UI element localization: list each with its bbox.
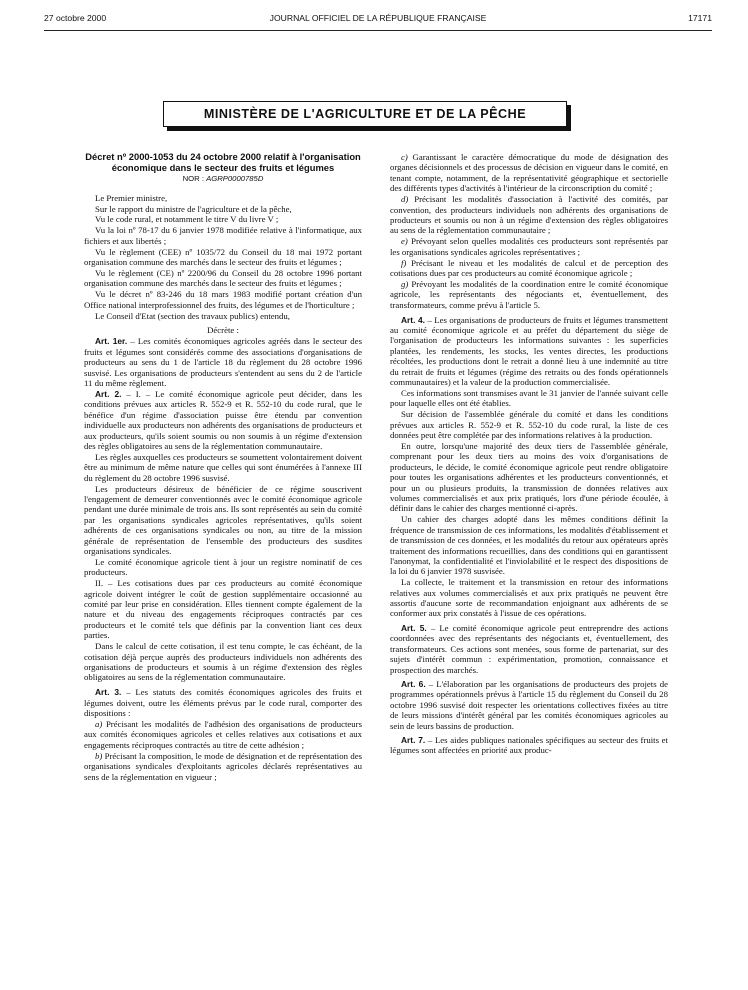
visa-paragraph: Sur le rapport du ministre de l'agriculture et de la pêche, — [95, 203, 292, 214]
article-item — [390, 194, 668, 236]
right-body — [390, 388, 668, 619]
article-label: Art. 4. — [401, 314, 425, 325]
visa-paragraph: Vu le décret nº 83-246 du 18 mars 1983 modifié portant création d'un Office national interprofessionnel des fruits, des légumes et de l'horticulture ; — [84, 289, 362, 310]
body-paragraph: Le comité économique agricole tient à jour un registre nominatif de ces producteurs. — [84, 556, 362, 578]
nor-label: NOR : — [182, 174, 204, 184]
article-item — [390, 279, 668, 310]
visa-paragraph: Vu le code rural, et notamment le titre V du livre V ; — [95, 214, 279, 225]
item-text: Garantissant le caractère démocratique du mode de désignation des organes décisionnels et des processus de décision en vigueur dans le comité, en tenant compte, notamment, de la représentativité géographique et sectorielle des différents types d'activités à l'intérieur de la circonscription du comité ; — [390, 152, 668, 194]
left-articles — [84, 336, 362, 451]
item-text: Prévoyant selon quelles modalités ces producteurs sont représentés par les organisations syndicales agricoles représentatives ; — [390, 236, 668, 257]
body-paragraph: Ces informations sont transmises avant le 31 janvier de l'année suivant celle pour laquelle elles ont été établies. — [390, 387, 668, 409]
article-label: Art. 3. — [95, 687, 122, 698]
header-rule — [44, 30, 712, 31]
article-item — [390, 236, 668, 257]
visa-paragraph: Le Conseil d'Etat (section des travaux publics) entendu, — [95, 310, 290, 321]
journal-title: JOURNAL OFFICIEL DE LA RÉPUBLIQUE FRANÇAISE — [269, 13, 487, 23]
decree-nor — [84, 174, 362, 184]
left-column — [84, 152, 362, 782]
article-text: – L'élaboration par les organisations de producteurs des projets de programmes opérationnels prévus à l'article 15 du règlement du Conseil du 28 octobre 1996 susvisé doit respecter les orientations collectives fixées au titre de leurs missions d'intérêt général par les comités économiques agricoles au sein de leurs bassins de production. — [390, 678, 668, 731]
right-articles — [390, 623, 668, 756]
body-paragraph: En outre, lorsqu'une majorité des deux tiers de l'assemblée générale, comprenant pour les deux tiers au moins des voix d'organisations de producteurs, le décide, le comité économique agricole peut rendre obligatoire pour toutes les organisations adhérentes et les producteurs conventionnés, et pour un ou plusieurs produits, la transmission de données relatives aux volumes commercialisés et aux prix pratiqués, lors d'une période écoulée, à définir dans le cahier des charges mentionné ci-après. — [390, 440, 668, 514]
body-paragraph: Un cahier des charges adopté dans les mêmes conditions définit la fréquence de transmission de ces informations, les modalités d'établissement et de transmission de ces données, et les modalités du retour aux opérateurs après traitement des informations recueillies, dans des conditions qui en garantissent l'anonymat, la confidentialité et l'inviolabilité et le respect des dispositions de la loi du 6 janvier 1978 susvisée. — [390, 514, 668, 577]
right-column — [390, 152, 668, 756]
article-text: – I. – Le comité économique agricole peut décider, dans les conditions prévues aux articles R. 552-9 et R. 552-10 du code rural, que le bénéfice d'un régime d'association puisse être étendu par convention individuelle aux producteurs non adhérents des organisations de producteurs et aux producteurs, qu'ils soient soumis ou non soumis à un régime d'extension des règles obligatoires au sens de la réglementation communautaire. — [84, 388, 362, 451]
item-text: Précisant le niveau et les modalités de calcul et de perception des cotisations dues par ces producteurs au comité économique agricole ; — [390, 257, 668, 278]
item-label: c) — [401, 152, 408, 162]
item-label: f) — [401, 257, 407, 268]
article — [390, 623, 668, 675]
nor-code: AGRP0000785D — [206, 174, 264, 184]
ministry-title: MINISTÈRE DE L'AGRICULTURE ET DE LA PÊCHE — [163, 101, 567, 127]
article-label: Art. 1er. — [95, 336, 128, 347]
visa-paragraph: Le Premier ministre, — [95, 192, 168, 203]
article-text: – Les aides publiques nationales spécifiques au secteur des fruits et légumes sont affectées en priorité aux produc- — [390, 734, 668, 756]
issue-date: 27 octobre 2000 — [44, 13, 107, 23]
body-paragraph: II. – Les cotisations dues par ces producteurs au comité économique agricole doivent intégrer le coût de gestion supplémentaire occasionné au comité par leur prise en considération. Elles tiennent compte également de la nature et du niveau des engagements réciproques contractés par ces producteurs et le comité tels que définis par la convention liant ces deux parties. — [84, 578, 362, 641]
article-label: Art. 6. — [401, 678, 426, 689]
article-item — [390, 152, 668, 194]
article — [390, 679, 668, 731]
page-header — [44, 13, 712, 27]
article-text: – Le comité économique agricole peut entreprendre des actions coordonnées avec des représentants des négociants et, éventuellement, des transformateurs. Ces actions sont menées, sous forme de partenariat, sur des sujets d'intérêt commun : expérimentation, promotion, connaissance et prospection des marchés. — [390, 622, 668, 675]
article-text: – Les comités économiques agricoles agréés dans le secteur des fruits et légumes sont considérés comme des associations d'organisations de producteurs au sens du 1 de l'article 18 du règlement du 28 octobre 1996 susvisé. Les organisations de producteurs s'entendent au sens du 2 de l'article 11 du même règlement. — [84, 336, 362, 388]
item-text: Précisant les modalités d'association à l'activité des comités, par convention, des producteurs individuels non adhérents des organisations de producteurs et soumis ou non à un régime d'extension des règles obligatoires au sens de la réglementation communautaire ; — [390, 194, 668, 236]
article-label: Art. 2. — [95, 388, 122, 399]
decrete-line: Décrète : — [207, 325, 239, 336]
article-item — [84, 719, 362, 750]
item-text: Précisant les modalités de l'adhésion des organisations de producteurs aux comités économiques agricoles et celles relatives aux cotisations et aux engagements réciproques contractés au titre de cette adhésion ; — [84, 719, 362, 750]
body-paragraph: La collecte, le traitement et la transmission en retour des informations relatives aux volumes commercialisés et aux prix pratiqués ne peuvent être assortis d'aucune sorte de recommandation enjoignant aux adhérents de se conformer aux prix constatés à l'issue de ces opérations. — [390, 577, 668, 619]
body-paragraph: Les règles auxquelles ces producteurs se soumettent volontairement doivent être au minimum de même nature que celles qui sont énumérées à l'annexe III du règlement du 28 octobre 1996 susvisé. — [84, 451, 362, 483]
item-text: Précisant la composition, le mode de désignation et de représentation des organisations syndicales d'exploitants agricoles déclarés représentatives au sens de la réglementation en vigueur ; — [84, 750, 362, 782]
body-paragraph: Les producteurs désireux de bénéficier de ce régime souscrivent l'engagement de demeurer conventionnés avec le comité économique agricole pendant une durée minimale de trois ans. Ils sont représentés au sein du comité par les organisations syndicales agricoles représentatives, qu'ils soient adhérents de ces organisations syndicales ou non, au titre de la mission générale de représentation de l'ensemble des producteurs des susdites organisations syndicales. — [84, 483, 362, 556]
article-item — [84, 751, 362, 782]
left-body — [84, 452, 362, 683]
article — [84, 336, 362, 388]
article-3-items-left — [84, 719, 362, 782]
article-label: Art. 7. — [401, 734, 426, 745]
decree-title: Décret nº 2000-1053 du 24 octobre 2000 relatif à l'organisation économique dans le secteur des fruits et légumes — [85, 151, 361, 173]
item-label: g) — [401, 278, 409, 289]
item-label: a) — [95, 719, 103, 729]
visa-paragraph: Vu la loi nº 78-17 du 6 janvier 1978 modifiée relative à l'informatique, aux fichiers et aux libertés ; — [84, 225, 362, 246]
body-paragraph: Dans le calcul de cette cotisation, il est tenu compte, le cas échéant, de la cotisation déjà perçue auprès des producteurs individuels non adhérents des organisations de producteurs et soumis à un régime d'extension des règles obligatoires au sens de la réglementation communautaire. — [84, 641, 362, 683]
item-text: Prévoyant les modalités de la coordination entre le comité économique agricole, les représentants des négociants et, éventuellement, des transformateurs, comme prévu à l'article 5. — [390, 278, 668, 310]
article-text: – Les statuts des comités économiques agricoles des fruits et légumes doivent, outre les éléments prévus par le code rural, comporter des dispositions : — [84, 687, 362, 719]
ministry-banner — [163, 101, 567, 127]
article-4 — [390, 315, 668, 388]
visa-paragraph: Vu le règlement (CEE) nº 1035/72 du Conseil du 18 mai 1972 portant organisation commune des marchés dans le secteur des fruits et légumes ; — [84, 246, 362, 268]
article-3-items-right — [390, 152, 668, 310]
item-label: e) — [401, 236, 408, 247]
page-number: 17171 — [688, 13, 712, 23]
body-paragraph: Sur décision de l'assemblée générale du comité et dans les conditions prévues aux articles R. 552-9 et R. 552-10 du code rural, la liste de ces données peut être complétée par des informations relatives à la production. — [390, 409, 668, 441]
article-label: Art. 5. — [401, 622, 427, 633]
article-3 — [84, 687, 362, 718]
item-label: b) — [95, 750, 103, 761]
visa-paragraph: Vu le règlement (CE) nº 2200/96 du Conseil du 28 octobre 1996 portant organisation commune des marchés dans le secteur des fruits et légumes ; — [84, 267, 362, 289]
article — [390, 735, 668, 756]
article-text: – Les organisations de producteurs de fruits et légumes transmettent au comité économique agricole et au préfet du département du siège de l'organisation de producteurs les informations suivantes : les superficies plantées, les rendements, les stocks, les ventes directes, les productions récoltées, les productions dont le retrait a donné lieu à une indemnité au titre du retrait de fruits et légumes (régime des retraits ou des fonds opérationnels communautaires) et la valeur de la production commercialisée. — [390, 314, 668, 388]
item-label: d) — [401, 194, 409, 205]
visa-list — [84, 193, 362, 321]
article-item — [390, 258, 668, 279]
article — [84, 389, 362, 451]
